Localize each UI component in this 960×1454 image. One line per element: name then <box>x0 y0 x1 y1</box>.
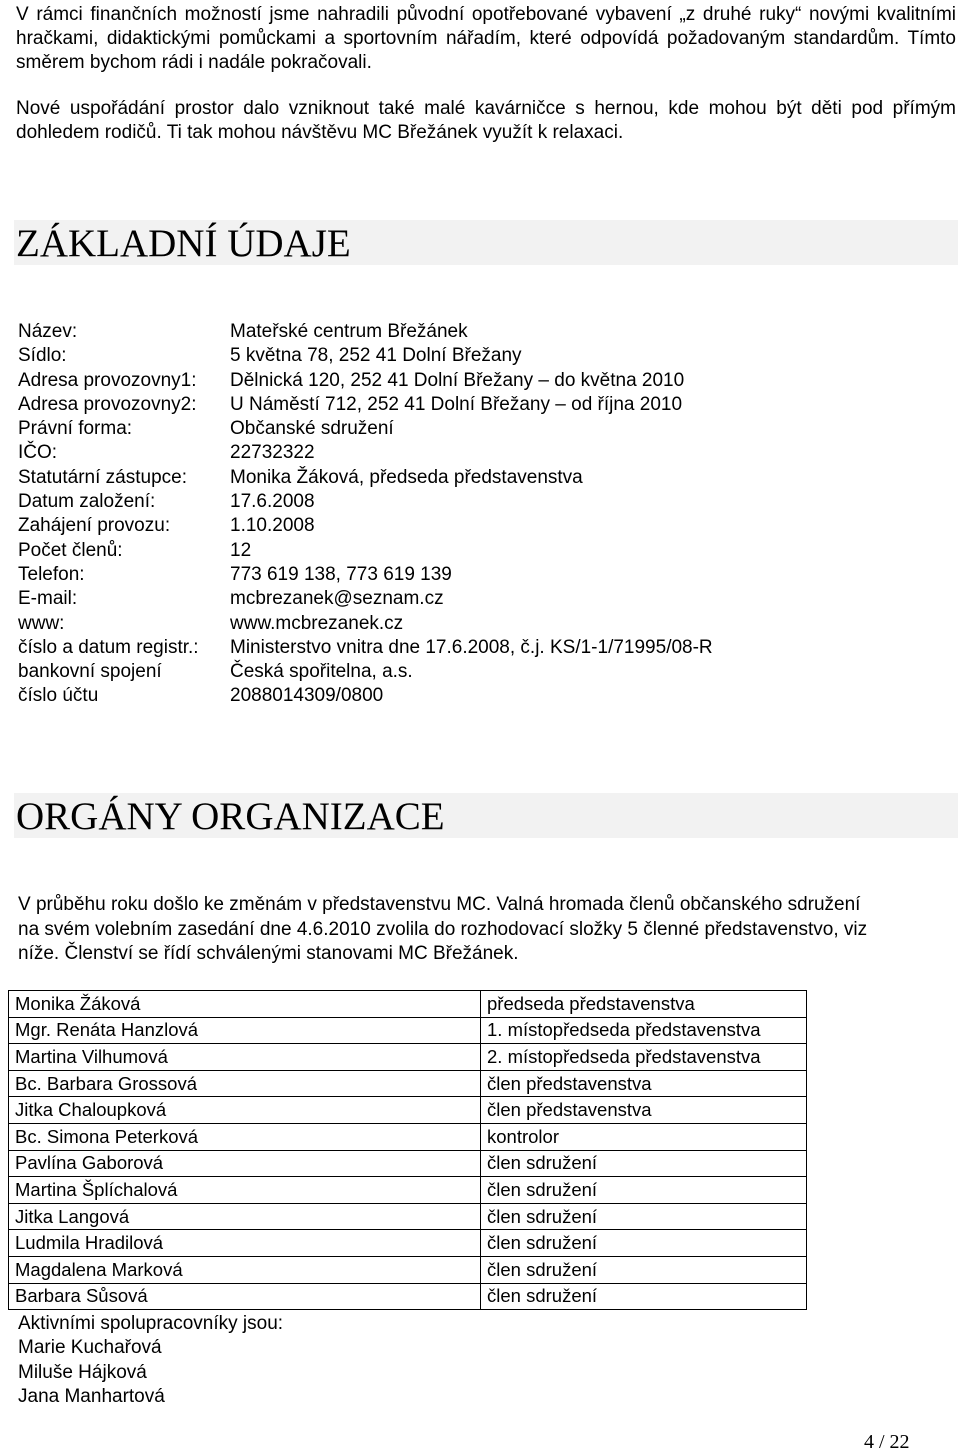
info-label: E-mail: <box>18 588 78 610</box>
info-value: 2088014309/0800 <box>230 685 384 707</box>
info-value: 17.6.2008 <box>230 491 315 513</box>
collaborator-name: Marie Kuchařová <box>18 1337 162 1359</box>
info-value: 22732322 <box>230 442 315 464</box>
collaborators-label: Aktivními spolupracovníky jsou: <box>18 1313 284 1334</box>
member-name: Martina Šplíchalová <box>9 1177 481 1204</box>
collaborator-name: Miluše Hájková <box>18 1361 147 1383</box>
info-label: Zahájení provozu: <box>18 515 171 537</box>
table-row <box>9 991 807 1018</box>
member-name: Bc. Barbara Grossová <box>9 1070 481 1097</box>
member-name: Bc. Simona Peterková <box>9 1123 481 1150</box>
table-row <box>9 1097 807 1124</box>
member-role: předseda představenstva <box>481 991 807 1018</box>
info-label: Adresa provozovny2: <box>18 393 197 415</box>
info-value: 773 619 138, 773 619 139 <box>230 563 452 585</box>
info-row <box>18 612 948 636</box>
member-name: Ludmila Hradilová <box>9 1230 481 1257</box>
member-role: 1. místopředseda představenstva <box>481 1017 807 1044</box>
info-row <box>18 514 948 538</box>
intro-paragraph-1: V rámci finančních možností jsme nahradili původní opotřebované vybavení „z druhé ruky“ novými kvalitními hračkami, didaktickými pomůckami a sportovním nářadím, které odpovídá požadovaným standardům. Tímto směrem bychom rádi i nadále pokračovali. <box>16 4 956 73</box>
info-value: U Náměstí 712, 252 41 Dolní Břežany – od října 2010 <box>230 393 683 415</box>
member-role: člen sdružení <box>481 1283 807 1310</box>
basic-info-list <box>18 320 948 709</box>
table-row <box>9 1230 807 1257</box>
info-row <box>18 344 948 368</box>
info-label: Adresa provozovny1: <box>18 369 197 391</box>
member-role: člen sdružení <box>481 1230 807 1257</box>
member-name: Jitka Langová <box>9 1203 481 1230</box>
page-number: 4 / 22 <box>864 1431 910 1453</box>
info-row <box>18 369 948 393</box>
intro-paragraph-2: Nové uspořádání prostor dalo vzniknout také malé kavárničce s hernou, kde mohou být děti pod přímým dohledem rodičů. Ti tak mohou návštěvu MC Břežánek využít k relaxaci. <box>16 98 956 143</box>
info-value: mcbrezanek@seznam.cz <box>230 588 444 610</box>
info-row <box>18 320 948 344</box>
info-value: www.mcbrezanek.cz <box>230 612 404 634</box>
info-label: Datum založení: <box>18 491 156 513</box>
member-name: Magdalena Marková <box>9 1256 481 1283</box>
info-label: www: <box>18 612 65 634</box>
info-label: IČO: <box>18 442 58 464</box>
member-role: člen představenstva <box>481 1070 807 1097</box>
info-row <box>18 466 948 490</box>
info-row <box>18 393 948 417</box>
member-name: Monika Žáková <box>9 991 481 1018</box>
member-role: člen sdružení <box>481 1256 807 1283</box>
table-row <box>9 1150 807 1177</box>
member-role: člen sdružení <box>481 1203 807 1230</box>
info-row <box>18 684 948 708</box>
info-value: Ministerstvo vnitra dne 17.6.2008, č.j. KS/1-1/71995/08-R <box>230 636 713 658</box>
organs-paragraph: V průběhu roku došlo ke změnám v představenstvu MC. Valná hromada členů občanského sdružení na svém volebním zasedání dne 4.6.2010 zvolila do rozhodovací složky 5 členné představenstvo, viz níže. Členství se řídí schválenými stanovami MC Břežánek. <box>18 894 868 964</box>
table-row <box>9 1203 807 1230</box>
info-row <box>18 660 948 684</box>
organs-header <box>14 793 958 838</box>
info-label: číslo a datum registr.: <box>18 636 199 658</box>
info-row <box>18 563 948 587</box>
table-row <box>9 1256 807 1283</box>
table-row <box>9 1070 807 1097</box>
members-table <box>8 990 807 1310</box>
info-value: Mateřské centrum Břežánek <box>230 321 468 342</box>
info-value: Občanské sdružení <box>230 418 394 440</box>
member-role: kontrolor <box>481 1123 807 1150</box>
info-value: 12 <box>230 539 252 561</box>
member-role: člen představenstva <box>481 1097 807 1124</box>
collaborators-block <box>18 1312 283 1410</box>
info-value: 1.10.2008 <box>230 515 315 537</box>
info-row <box>18 539 948 563</box>
basic-info-heading: ZÁKLADNÍ ÚDAJE <box>16 222 351 265</box>
info-label: Počet členů: <box>18 539 123 561</box>
info-label: Telefon: <box>18 563 85 585</box>
member-name: Barbara Sůsová <box>9 1283 481 1310</box>
info-label: číslo účtu <box>18 685 99 707</box>
info-row <box>18 417 948 441</box>
member-role: člen sdružení <box>481 1150 807 1177</box>
member-name: Jitka Chaloupková <box>9 1097 481 1124</box>
table-row <box>9 1044 807 1071</box>
info-row <box>18 636 948 660</box>
info-value: Česká spořitelna, a.s. <box>230 661 413 683</box>
table-row <box>9 1177 807 1204</box>
table-row <box>9 1123 807 1150</box>
info-label: Název: <box>18 321 78 342</box>
table-row <box>9 1283 807 1310</box>
organs-heading: ORGÁNY ORGANIZACE <box>16 795 445 838</box>
info-value: Monika Žáková, předseda představenstva <box>230 466 583 488</box>
info-row <box>18 441 948 465</box>
table-row <box>9 1017 807 1044</box>
member-name: Mgr. Renáta Hanzlová <box>9 1017 481 1044</box>
info-row <box>18 490 948 514</box>
info-row <box>18 587 948 611</box>
info-value: 5 května 78, 252 41 Dolní Břežany <box>230 345 522 367</box>
member-name: Martina Vilhumová <box>9 1044 481 1071</box>
info-label: Právní forma: <box>18 418 133 440</box>
info-label: Sídlo: <box>18 345 67 367</box>
member-name: Pavlína Gaborová <box>9 1150 481 1177</box>
info-value: Dělnická 120, 252 41 Dolní Břežany – do května 2010 <box>230 369 685 391</box>
info-label: Statutární zástupce: <box>18 466 187 488</box>
info-label: bankovní spojení <box>18 661 162 683</box>
basic-info-header <box>14 220 958 265</box>
member-role: člen sdružení <box>481 1177 807 1204</box>
member-role: 2. místopředseda představenstva <box>481 1044 807 1071</box>
collaborator-name: Jana Manhartová <box>18 1386 165 1408</box>
